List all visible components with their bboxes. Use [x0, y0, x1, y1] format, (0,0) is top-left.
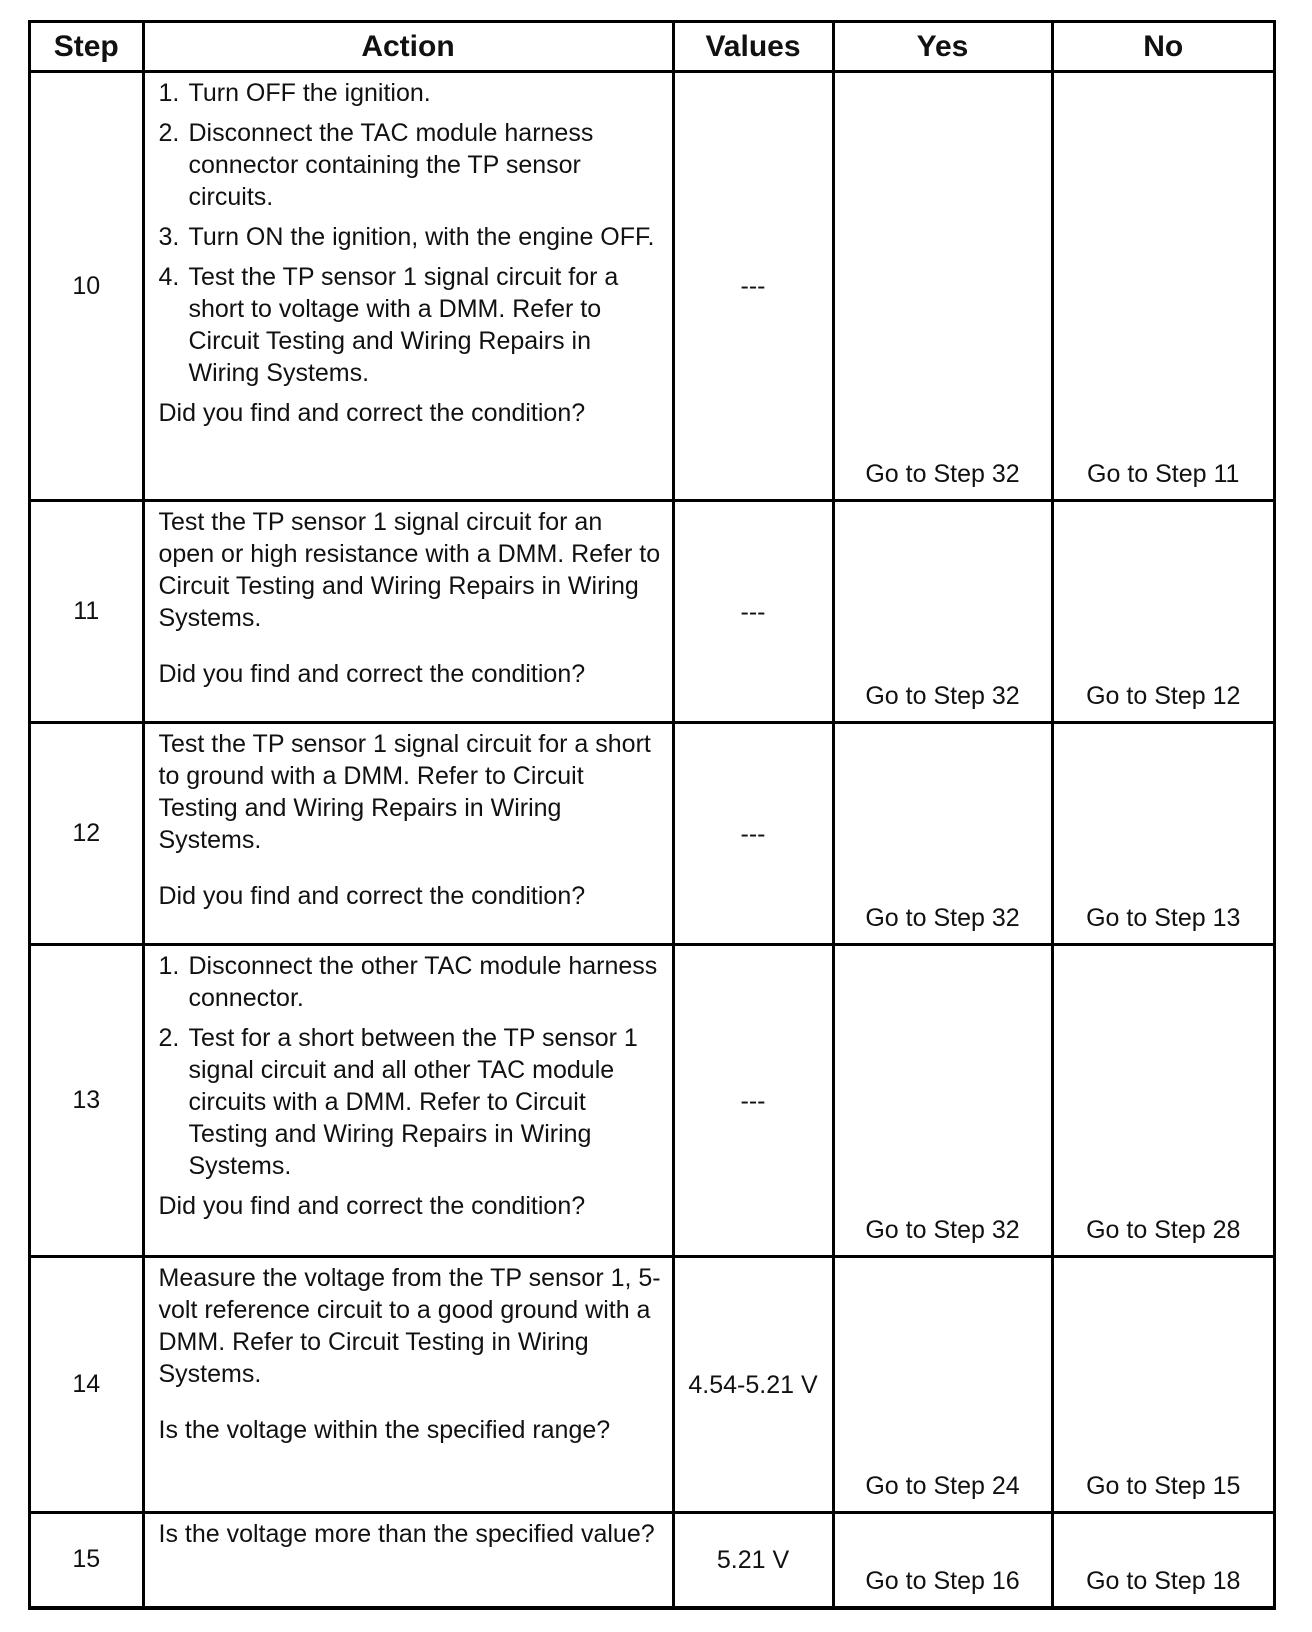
action-question: Is the voltage more than the specified value? — [158, 1519, 655, 1548]
list-item — [159, 1022, 662, 1182]
step-number: 13 — [31, 944, 143, 1257]
no-cell: Go to Step 28 — [1052, 944, 1273, 1257]
item-text: Turn ON the ignition, with the engine OFF. — [188, 223, 655, 251]
table-row — [31, 501, 1273, 723]
action-cell — [143, 723, 673, 945]
header-step: Step — [31, 23, 143, 72]
action-question: Is the voltage within the specified range? — [158, 1416, 611, 1445]
yes-cell: Go to Step 16 — [833, 1512, 1052, 1606]
yes-cell: Go to Step 32 — [833, 501, 1052, 723]
header-row — [31, 23, 1273, 72]
action-text: Test the TP sensor 1 signal circuit for a short to ground with a DMM. Refer to Circuit Testing and Wiring Repairs in Wiring Systems. — [158, 730, 651, 855]
step-number: 11 — [31, 501, 143, 723]
yes-cell: Go to Step 32 — [833, 723, 1052, 945]
item-number: 2. — [158, 1023, 180, 1052]
step-number: 15 — [31, 1512, 143, 1606]
item-number: 4. — [158, 263, 180, 291]
table-row — [31, 723, 1273, 945]
action-question: Did you find and correct the condition? — [158, 882, 586, 911]
value-cell: --- — [673, 72, 833, 501]
item-number: 1. — [158, 79, 180, 107]
list-item — [159, 77, 662, 109]
table-row — [31, 944, 1273, 1257]
no-cell: Go to Step 13 — [1052, 723, 1273, 945]
table-row — [31, 1257, 1273, 1512]
no-cell: Go to Step 15 — [1052, 1257, 1273, 1512]
table-row — [31, 1512, 1273, 1606]
step-number: 14 — [31, 1257, 143, 1512]
header-action: Action — [143, 23, 673, 72]
yes-cell: Go to Step 32 — [833, 944, 1052, 1257]
value-cell: 5.21 V — [673, 1512, 833, 1606]
value-cell: --- — [673, 944, 833, 1257]
list-item — [159, 261, 662, 389]
item-text: Turn OFF the ignition. — [188, 79, 431, 107]
step-number: 10 — [31, 72, 143, 501]
action-question: Did you find and correct the condition? — [158, 1191, 586, 1220]
action-steps-list — [159, 77, 662, 389]
action-cell — [143, 1512, 673, 1606]
action-text: Measure the voltage from the TP sensor 1, 5-volt reference circuit to a good ground with a DMM. Refer to Circuit Testing in Wiring Systems. — [158, 1264, 661, 1389]
action-cell — [143, 1257, 673, 1512]
value-cell: --- — [673, 723, 833, 945]
item-text: Disconnect the other TAC module harness connector. — [188, 951, 658, 1012]
value-cell: --- — [673, 501, 833, 723]
item-text: Test the TP sensor 1 signal circuit for a short to voltage with a DMM. Refer to Circuit Testing and Wiring Repairs in Wiring Systems. — [188, 263, 619, 387]
action-question: Did you find and correct the condition? — [158, 660, 586, 689]
no-cell: Go to Step 11 — [1052, 72, 1273, 501]
item-number: 2. — [158, 119, 180, 147]
list-item — [159, 950, 662, 1014]
action-text: Test the TP sensor 1 signal circuit for an open or high resistance with a DMM. Refer to Circuit Testing and Wiring Repairs in Wiring Systems. — [158, 508, 661, 633]
header-yes: Yes — [833, 23, 1052, 72]
action-cell — [143, 501, 673, 723]
header-values: Values — [673, 23, 833, 72]
yes-cell: Go to Step 32 — [833, 72, 1052, 501]
value-cell: 4.54-5.21 V — [673, 1257, 833, 1512]
yes-cell: Go to Step 24 — [833, 1257, 1052, 1512]
item-text: Disconnect the TAC module harness connector containing the TP sensor circuits. — [188, 119, 594, 211]
procedure-table-frame — [28, 20, 1276, 1610]
no-cell: Go to Step 18 — [1052, 1512, 1273, 1606]
action-question: Did you find and correct the condition? — [158, 399, 586, 427]
item-text: Test for a short between the TP sensor 1 signal circuit and all other TAC module circuits with a DMM. Refer to Circuit Testing and Wiring Repairs in Wiring Systems. — [188, 1023, 638, 1180]
table-row — [31, 72, 1273, 501]
no-cell: Go to Step 12 — [1052, 501, 1273, 723]
action-cell — [143, 944, 673, 1257]
action-steps-list — [159, 950, 662, 1182]
step-number: 12 — [31, 723, 143, 945]
list-item — [159, 117, 662, 213]
header-no: No — [1052, 23, 1273, 72]
list-item — [159, 221, 662, 253]
item-number: 1. — [158, 951, 180, 980]
diagnostic-step-table — [31, 23, 1273, 1606]
action-cell — [143, 72, 673, 501]
item-number: 3. — [158, 223, 180, 251]
